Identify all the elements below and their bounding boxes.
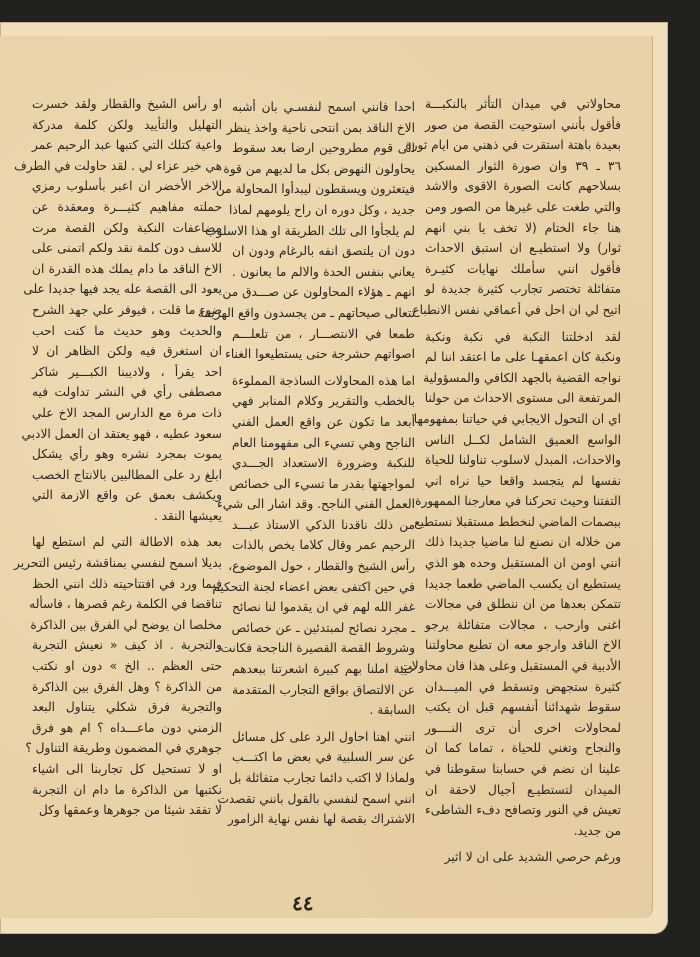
text-line: من جديد. — [573, 823, 621, 838]
text-line: ثوار) ولا استطيـع ان استبق الاحداث — [425, 241, 621, 256]
text-line: والاحداث، المبدل لاسلوب تناولنا للحياة — [425, 453, 621, 468]
text-line: لمواجهتها بقدر ما تسيء الى خصائص — [229, 476, 415, 491]
text-line: الزمني دون ماعـــداه ؟ ام هو فرق — [32, 720, 222, 735]
text-line: هنا جاء الختام (لا تخف يا بني انهم — [425, 220, 621, 235]
text-line: يعاني بنفس الحدة والالم ما يعانون . — [232, 264, 415, 279]
page-number: ٤٤ — [292, 891, 314, 915]
text-line: وشروط القصة القصيرة الناجحة فكانت — [220, 641, 415, 656]
text-line: ببصمات الماضي لنخطط مستقبلا نستطيع — [414, 514, 621, 529]
text-line: ورغم حرصي الشديد على ان لا اثير — [444, 850, 621, 865]
text-line: تناقضا في الكلمة رغم قصرها ، فاسأله — [29, 597, 222, 612]
text-line: والحديث وهو حديث ما كنت احب — [32, 323, 222, 338]
text-line: اصواتهم حشرجة حتى يستطيعوا الغناء — [225, 347, 415, 362]
text-line: مخلصا ان يوضح لي الفرق بين الذاكرة — [30, 617, 222, 632]
text-line: اي ان التحول الايجابي في حياتنا بمفهومها — [413, 411, 621, 426]
text-line: بديلا اسمح لنفسي بمناقشة رئيس التحرير — [14, 556, 222, 571]
text-line: اتيح لي ان احل في أعماقي نفس الانطباع — [412, 302, 621, 317]
text-line: بالخطب والتقرير وكلام المنابر فهي — [232, 394, 415, 409]
text-line: من خلاله ان نصنع لنا ماضيا جديدا ذلك — [425, 535, 621, 550]
text-line: تعيش في النور وتصافح دفء الشاطىء — [425, 803, 621, 818]
text-column-right — [400, 94, 621, 868]
text-line: العمل الفني الناجح. وقد اشار الى شيء — [216, 497, 415, 512]
text-line: متفائلة تختصر تجارب كثيرة جديدة لو — [425, 282, 621, 297]
text-line: عن الالتصاق بواقع التجارب المتقدمة — [232, 682, 415, 697]
text-line: الناجح وهي تسيء الى مفهومنا العام — [232, 435, 415, 450]
text-line: علينا ان نضم في حسابنا سقوطنا في — [425, 762, 621, 776]
text-line: الرحيم عمر وقال كلاما يخص بالذات — [232, 538, 415, 553]
text-line: والتجربة فرق شكلي يتناول البعد — [32, 700, 222, 715]
text-line: من ذلك ناقدنا الذكي الاستاذ عبـــد — [232, 517, 415, 532]
text-line: مصطفى رأي في النشر تداولت فيه — [32, 385, 222, 400]
text-line: التهليل والتأييد ولكن كلمة مدركة — [32, 117, 222, 132]
text-line: ابلغ رد على المطالبين بالانتاج الخصب — [32, 467, 222, 482]
text-column-middle — [197, 97, 415, 830]
text-line: جديد ، وكل دوره ان راح يلومهم لماذا — [228, 202, 415, 217]
text-line: بسلاحهم كانت الصورة الاقوى والاشد — [425, 179, 621, 194]
text-line: يموت بمجرد نشره وهو رأي يشكل — [32, 447, 222, 462]
text-line: لمحاولات اخرى أن ترى النــــور — [425, 720, 621, 735]
magazine-page — [0, 36, 652, 918]
text-line: ان استغرق فيه ولكن الظاهر ان لا — [32, 344, 222, 359]
text-line: فيما ورد في افتتاحيته ذلك انني الحظ — [32, 576, 222, 591]
text-line: انني اهنا احاول الرد على كل مسائل — [232, 729, 415, 744]
text-line: الميدان لتستطيـع أجيال لاحقة ان — [425, 782, 621, 797]
text-line: حملته مفاهيم كثيـــرة ومعقدة عن — [32, 199, 222, 214]
text-line: او لا تستحيل كل تجاربنا الى اشياء — [32, 762, 222, 776]
text-line: هي خير عزاء لي . لقد حاولت في الطرف — [14, 158, 222, 173]
text-line: في حين اكتفى بعض اعضاء لجنة التحكيم — [212, 579, 415, 594]
text-line: التفتنا وحيث تحركنا في معارجنا الممهورة — [415, 494, 621, 509]
text-line: فيتعثرون ويسقطون ليبدأوا المحاولة من — [215, 182, 415, 197]
text-line: والتجربة . اذ كيف « نعيش التجربة — [32, 638, 222, 653]
text-line: ويكشف بعمق عن واقع الازمة التي — [32, 488, 222, 503]
text-line: حتى العظم .. الخ » دون او نكتب — [32, 659, 222, 674]
text-line: الاخ الناقد بمن انتحى ناحية واخذ ينظر — [226, 120, 415, 135]
text-line: أبعد ما تكون عن واقع العمل الفني — [232, 414, 415, 429]
text-line: الاشتراك بقصة لها نفس نهاية الزامور — [227, 812, 415, 827]
text-line: فأقول بأنني استوحيت القصة من صور — [425, 117, 621, 132]
text-line: الاخ الناقد وارجو معه ان تطبع محاولتنا — [425, 638, 621, 653]
text-line: خيبة املنا بهم كبيرة اشعرتنا ببعدهم — [232, 662, 415, 677]
text-line: يستطيع ان يكسب الماضي طعما جديدا — [425, 576, 621, 591]
text-line: لا تفقد شيئا من جوهرها وعمقها وكل — [38, 803, 222, 818]
text-line: غفر الله لهم في ان يقدموا لنا نصائح — [232, 600, 415, 615]
text-line: الاخ الناقد ما دام يملك هذه القدرة ان — [32, 261, 222, 276]
text-line: السابقة . — [369, 703, 415, 718]
text-line: اما هذه المحاولات الساذجة المملوءة — [231, 373, 415, 388]
text-line: المرتفعة الى مستوى الاحداث من حولنا — [424, 391, 621, 406]
text-line: ضوء ما قلت ، فيوفر علي جهد الشرح — [32, 302, 222, 317]
text-line: والنجاح وتغني للحياة ، تماما كما ان — [425, 741, 621, 756]
text-line: من الذاكرة ؟ وهل الفرق بين الذاكرة — [32, 679, 222, 694]
text-line: طمعا في الانتصـــار ، من تلعلـــم — [232, 326, 415, 341]
text-line: سعود عطيه ، فهو يعتقد ان العمل الادبي — [21, 426, 222, 441]
text-line: والتي طغت على غيرها من الصور ومن — [425, 199, 621, 214]
text-line: فأقول انني سأملك نهايات كثيـرة — [425, 261, 621, 276]
text-line: ـ مجرد نصائح لمبتدئين ـ عن خصائص — [231, 620, 415, 635]
text-line: انهم ـ هؤلاء المحاولون عن صـــدق من — [222, 285, 415, 300]
text-line: محاولاتي في ميدان التأثر بالنكبـــة — [425, 97, 621, 111]
text-line: الأدبية في المستقبل وعلى هذا فان محاولات — [400, 659, 621, 674]
text-line: انني اسمح لنفسي بالقول بانني تقصدت — [217, 791, 415, 806]
text-line: بعيدة باهتة استقرت في ذهني من ايام ثورة — [405, 138, 621, 153]
text-line: لقد ادخلتنا النكبة في نكبة ونكبة — [425, 329, 621, 344]
text-line: يعيشها النقد . — [153, 508, 222, 523]
text-line: بعد هذه الاطالة التي لم استطع لها — [32, 535, 222, 550]
text-line: اغنى وارحب ، مجالات متفائلة يرجو — [425, 617, 621, 632]
text-line: ولماذا لا اكتب دائما تجارب متفائلة بل — [228, 771, 415, 785]
text-line: نكتبها من الذاكرة ما دام ان التجربة — [32, 782, 222, 797]
text-line: ذات مرة مع الدارس المجد الاخ علي — [32, 405, 222, 420]
text-line: الواسع العميق الشامل لكــل الناس — [425, 432, 621, 447]
text-line: احدا فانني اسمح لنفسـي بان أشبه — [232, 100, 415, 114]
text-line: دون ان يلتصق انفه بالرغام ودون ان — [232, 244, 415, 259]
text-line: عن سر السلبية في بعض ما اكتـــب — [232, 750, 415, 765]
text-line: لم يلجأوا الى تلك الطريقة او هذا الاسلوب — [205, 223, 415, 238]
text-line: ونكبة كان اعمقهـا على ما اعتقد اننا لم — [425, 350, 621, 365]
text-line: انني اومن ان المستقبل وحده هو الذي — [425, 556, 621, 571]
text-line: للاسف دون كلمة نقد ولكم اتمنى على — [31, 241, 222, 256]
text-line: يعود الى القصة عله يجد فيها جديدا على — [23, 282, 222, 297]
text-line: مضاعفات النكبة ولكن القصة مرت — [32, 220, 222, 235]
text-line: جوهري في المضمون وطريقة التناول ؟ — [25, 741, 222, 756]
text-line: نفسها لم يتجسد واقعا حيا نراه اني — [425, 473, 621, 488]
text-line: ٣٦ ـ ٣٩ وان صورة الثوار المسكين — [425, 158, 621, 173]
text-line: يحاولون النهوض بكل ما لديهم من قوة — [223, 161, 415, 176]
text-line: تتعالى صيحاتهم ـ من يجسدون واقع الهزيمة — [197, 305, 415, 320]
text-line: تتمكن بعدها من ان ننطلق في مجالات — [425, 597, 621, 612]
text-line: الاخر الأخضر ان اعبر بأسلوب رمزي — [32, 179, 222, 194]
text-column-left — [14, 94, 222, 821]
text-line: واعية كتلك التي كتبها عبد الرحيم عمر — [32, 138, 222, 153]
text-line: للنكبة وضرورة الاستعداد الجـــدي — [232, 456, 415, 471]
text-line: نواجه القضية بالجهد الكافي والمسؤولية — [423, 370, 621, 385]
text-line: او رأس الشيخ والقطار ولقد خسرت — [32, 97, 222, 111]
text-line: احد يقرأ ، ولاديبنا الكبـــير شاكر — [32, 364, 222, 379]
text-line: سقوط شهدائنا أنفسهم قبل ان يكتب — [425, 700, 621, 715]
text-line: الى قوم مطروحين ارضا بعد سقوط — [232, 141, 415, 156]
text-line: كثيرة ستجهض وتسقط في الميـــدان — [425, 679, 621, 694]
text-line: رأس الشيخ والقطار ، حول الموضوع، — [228, 559, 415, 574]
